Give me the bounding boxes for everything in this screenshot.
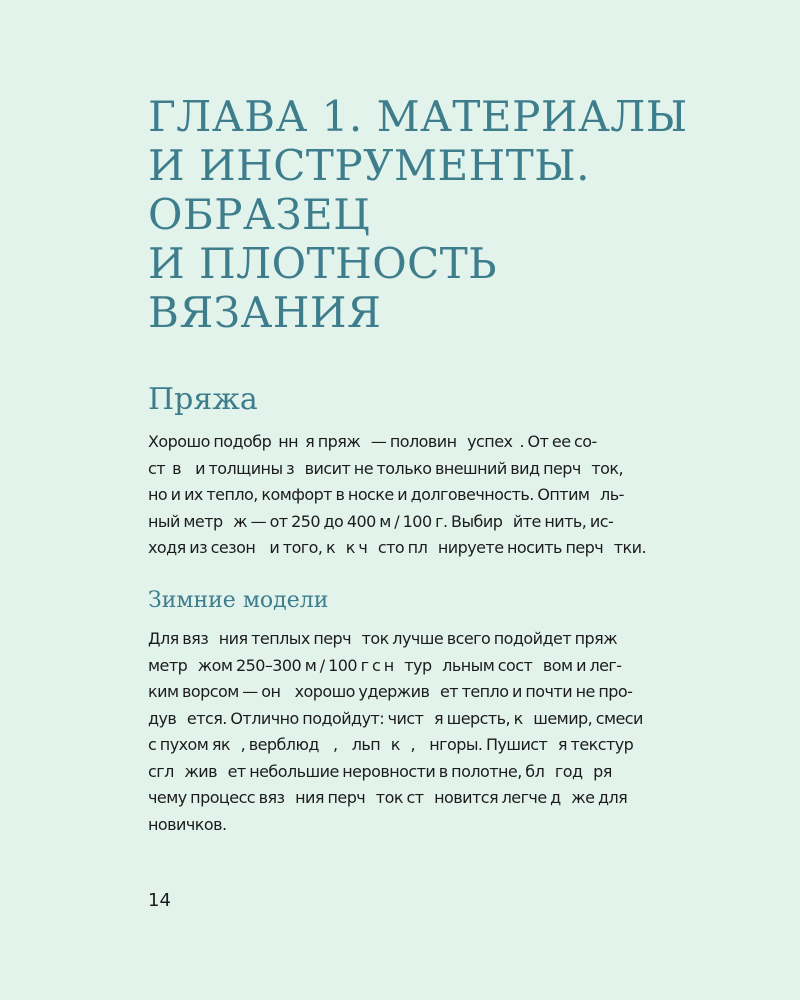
paragraph-line: сгл жив ет небольшие неровности в полотне, бл год ря <box>148 761 612 781</box>
section-heading-yarn: Пряжа <box>148 382 258 417</box>
paragraph-line: Хорошо подобр нн я пряж — половин успех . От ее со- <box>148 432 597 451</box>
paragraph-line: ст в и толщины з висит не только внешний вид перч ток, <box>148 458 624 478</box>
chapter-title-line: ВЯЗАНИЯ <box>148 288 382 337</box>
paragraph-line: ким ворсом — он хорошо удержив ет тепло и почти не про- <box>148 682 633 701</box>
paragraph-line: Для вяз ния теплых перч ток лучше всего подойдет пряж <box>148 629 618 648</box>
chapter-title-line: ОБРАЗЕЦ <box>148 190 371 239</box>
paragraph-line: метр жом 250–300 м / 100 г с н тур льным сост вом и лег- <box>148 655 622 675</box>
paragraph-yarn <box>148 429 688 562</box>
paragraph-line: чему процесс вяз ния перч ток ст новится легче д же для <box>148 788 628 807</box>
subsection-heading-winter: Зимние модели <box>148 588 329 613</box>
paragraph-line: но и их тепло, комфорт в носке и долговечность. Оптим ль- <box>148 485 624 504</box>
paragraph-winter-models <box>148 626 688 838</box>
paragraph-line: ходя из сезон и того, к к ч сто пл нируете носить перч тки. <box>148 538 647 557</box>
paragraph-line: ный метр ж — от 250 до 400 м / 100 г. Выбир йте нить, ис- <box>148 511 614 531</box>
paragraph-line: новичков. <box>148 814 227 834</box>
paragraph-line: с пухом як , верблюд , льп к , нгоры. Пушист я текстур <box>148 735 634 754</box>
paragraph-line: дув ется. Отлично подойдут: чист я шерсть, к шемир, смеси <box>148 708 643 728</box>
chapter-title-line: И ПЛОТНОСТЬ <box>148 239 498 288</box>
chapter-title <box>148 92 768 337</box>
chapter-title-line: И ИНСТРУМЕНТЫ. <box>148 141 590 190</box>
page-number: 14 <box>148 890 171 911</box>
chapter-title-line: ГЛАВА 1. МАТЕРИАЛЫ <box>148 92 688 141</box>
